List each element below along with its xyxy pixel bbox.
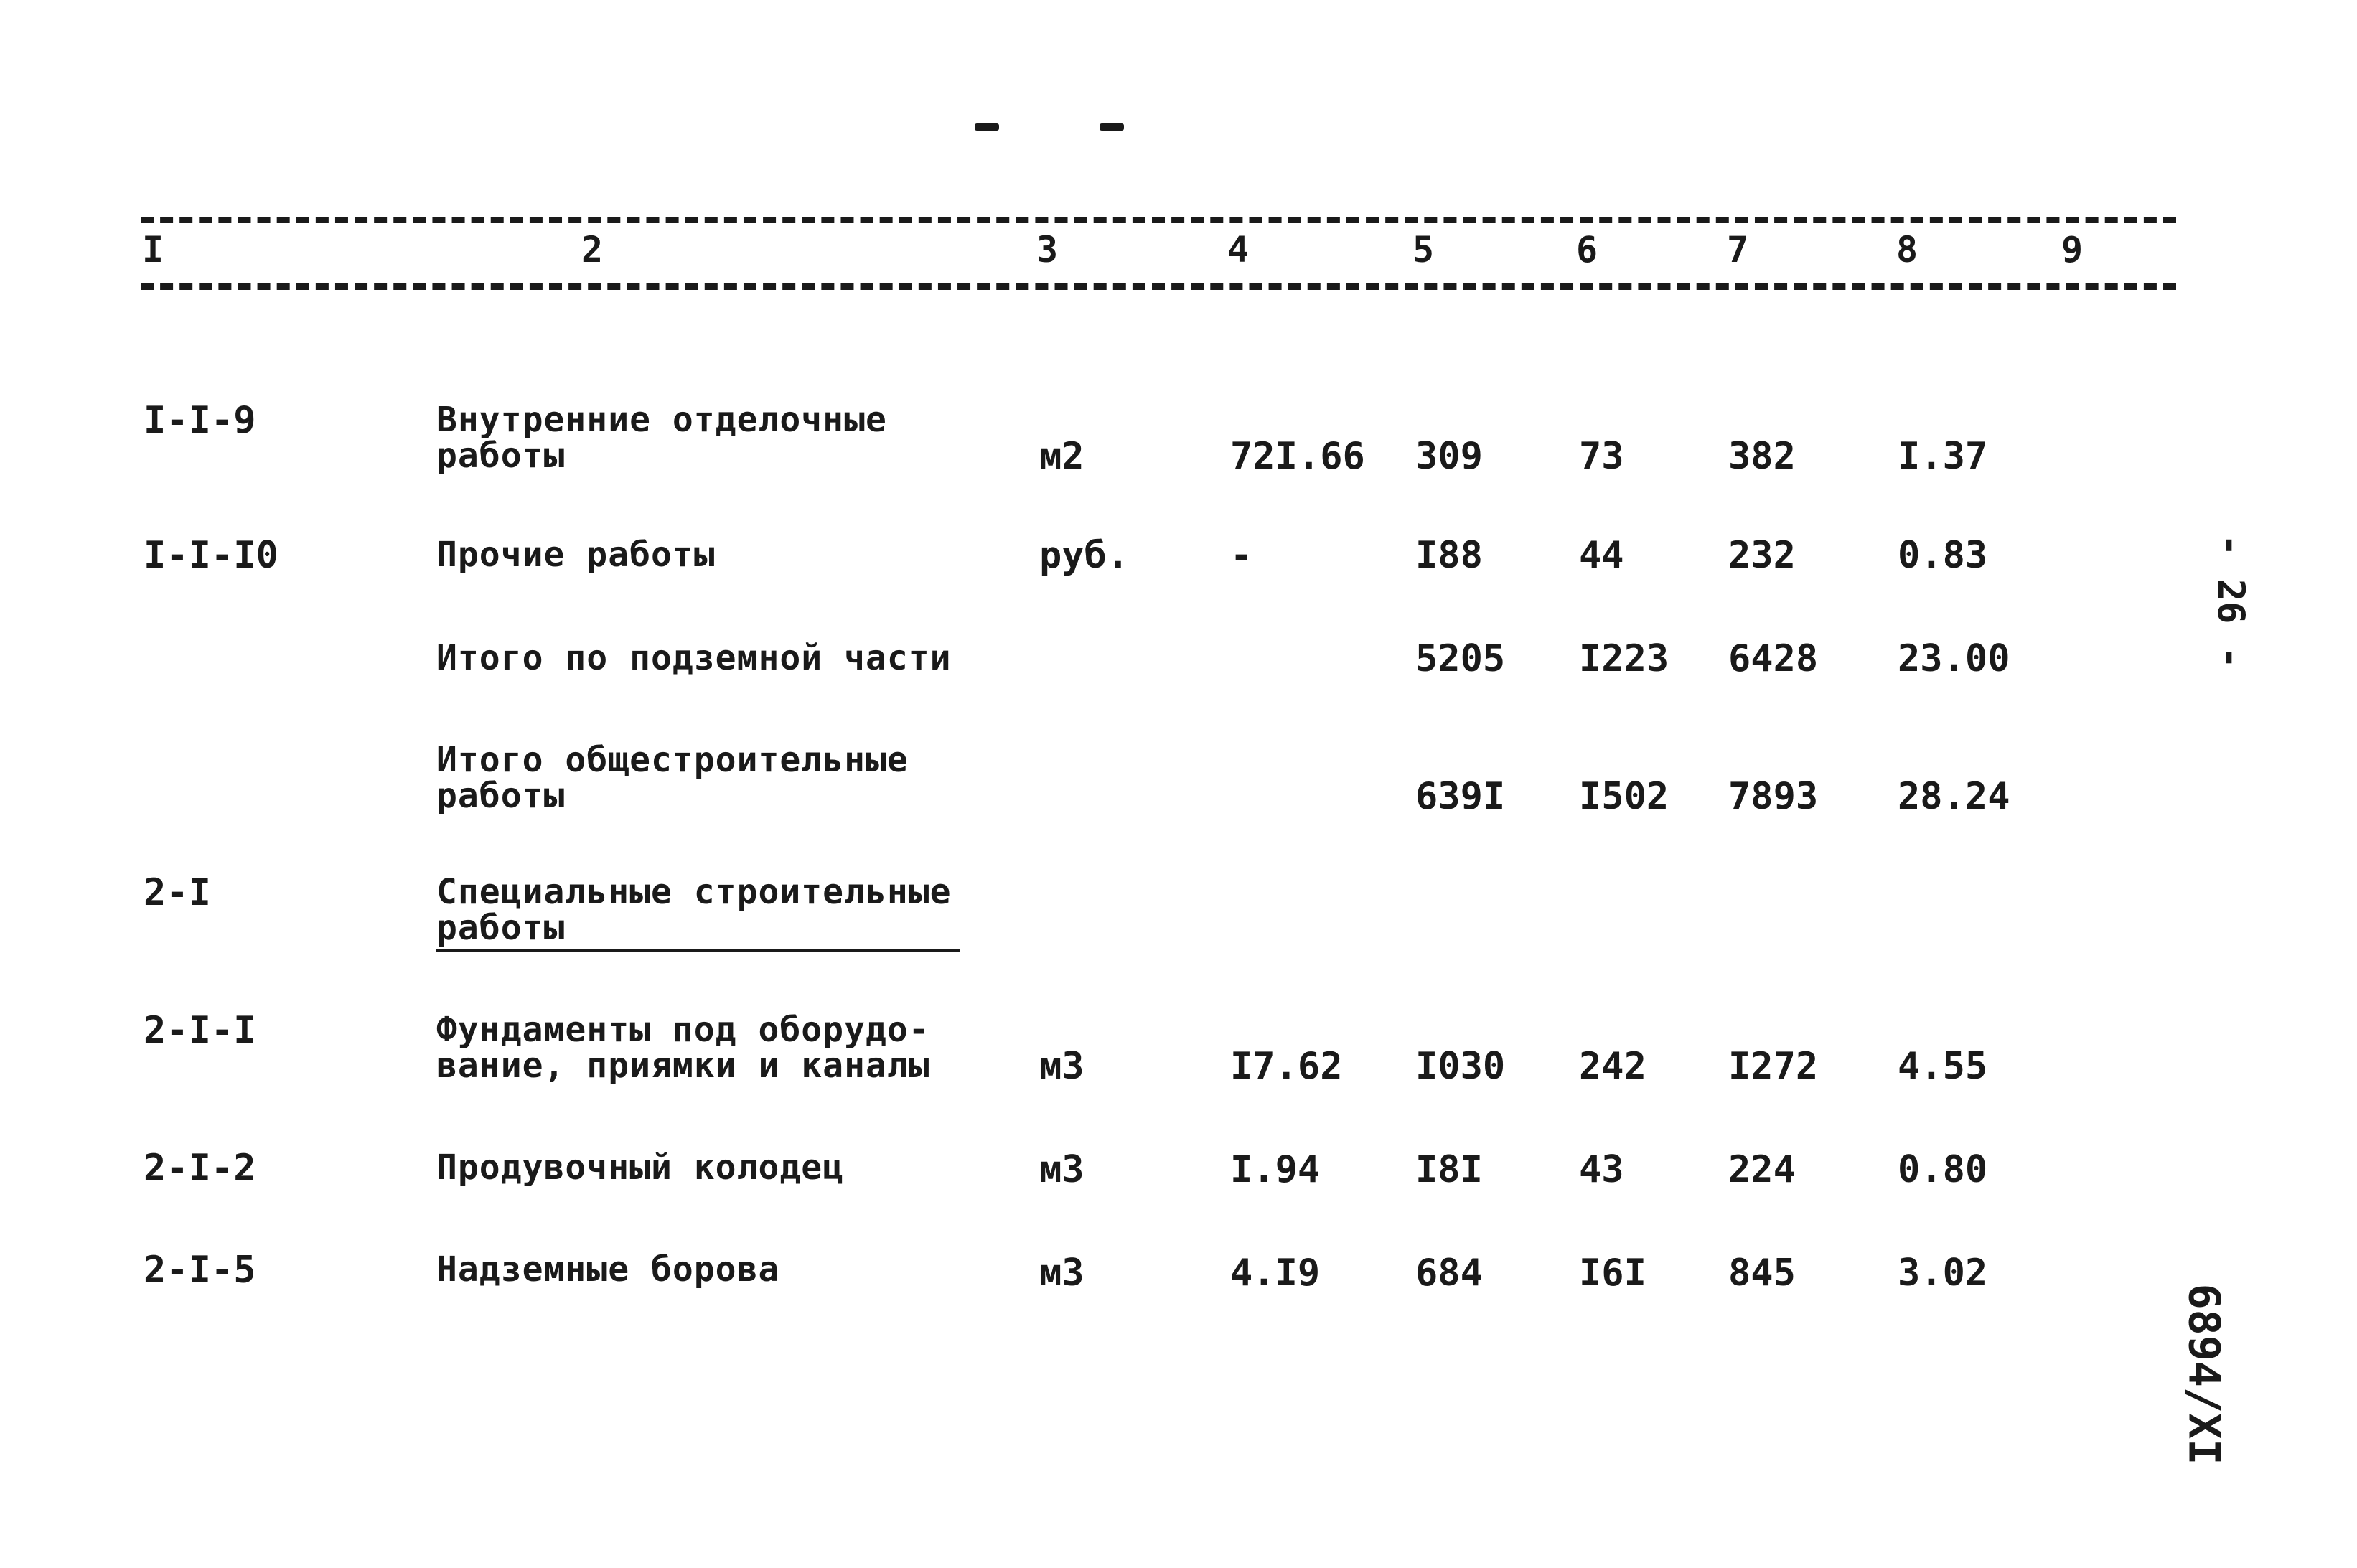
row-unit: м3 xyxy=(1039,1045,1084,1088)
row-col6: I502 xyxy=(1579,775,1669,818)
row-col6: 44 xyxy=(1579,534,1624,577)
col-header-2: 2 xyxy=(581,229,604,271)
col-header-4: 4 xyxy=(1227,229,1250,271)
row-description: Фундаменты под оборудо- вание, приямки и каналы xyxy=(436,1010,930,1086)
section-heading: Специальные строительные работы xyxy=(436,872,952,948)
col-header-9: 9 xyxy=(2061,229,2084,271)
row-quantity: 4.I9 xyxy=(1230,1252,1321,1295)
row-unit: м3 xyxy=(1039,1148,1084,1191)
row-quantity: - xyxy=(1230,534,1253,577)
document-code: 6894/XI xyxy=(2178,1283,2229,1465)
row-col8: 3.02 xyxy=(1898,1252,1988,1295)
row-col5: I030 xyxy=(1415,1045,1506,1088)
row-description: Прочие работы xyxy=(436,535,716,575)
row-col6: I223 xyxy=(1579,637,1669,680)
row-col5: I8I xyxy=(1415,1148,1483,1191)
row-description: Надземные борова xyxy=(436,1249,780,1290)
row-col6: I6I xyxy=(1579,1252,1646,1295)
page-number: - 26 - xyxy=(2208,534,2252,669)
row-col8: 4.55 xyxy=(1898,1045,1988,1088)
row-col5: 5205 xyxy=(1415,637,1506,680)
row-code: 2-I-2 xyxy=(144,1147,256,1190)
row-quantity: 72I.66 xyxy=(1230,435,1365,478)
row-description: Итого по подземной части xyxy=(436,638,952,678)
row-code: I-I-9 xyxy=(144,399,256,442)
row-unit: м2 xyxy=(1039,435,1084,478)
row-code: 2-I xyxy=(144,871,211,914)
col-header-7: 7 xyxy=(1727,229,1749,271)
row-description: Внутренние отделочные работы xyxy=(436,400,887,476)
top-dash-mark xyxy=(975,123,999,131)
row-col8: 0.83 xyxy=(1898,534,1988,577)
row-quantity: I.94 xyxy=(1230,1148,1321,1191)
row-col7: 224 xyxy=(1728,1148,1796,1191)
row-quantity: I7.62 xyxy=(1230,1045,1343,1088)
col-header-1: I xyxy=(142,229,164,271)
row-col5: 639I xyxy=(1415,775,1506,818)
row-col7: I272 xyxy=(1728,1045,1819,1088)
section-heading-underline xyxy=(436,949,960,952)
row-unit: м3 xyxy=(1039,1252,1084,1295)
row-col6: 43 xyxy=(1579,1148,1624,1191)
row-code: 2-I-5 xyxy=(144,1249,256,1292)
row-col6: 73 xyxy=(1579,435,1624,478)
row-col8: 0.80 xyxy=(1898,1148,1988,1191)
header-rule-top xyxy=(141,217,2176,223)
col-header-5: 5 xyxy=(1412,229,1435,271)
row-col8: 28.24 xyxy=(1898,775,2010,818)
row-description: Итого общестроительные работы xyxy=(436,740,909,816)
row-col5: I88 xyxy=(1415,534,1483,577)
row-col8: I.37 xyxy=(1898,435,1988,478)
row-col5: 684 xyxy=(1415,1252,1483,1295)
row-unit: руб. xyxy=(1039,534,1130,577)
row-code: I-I-I0 xyxy=(144,534,278,577)
row-col5: 309 xyxy=(1415,435,1483,478)
row-col7: 232 xyxy=(1728,534,1796,577)
row-description: Продувочный колодец xyxy=(436,1147,845,1188)
row-col8: 23.00 xyxy=(1898,637,2010,680)
col-header-6: 6 xyxy=(1576,229,1598,271)
row-col6: 242 xyxy=(1579,1045,1646,1088)
row-code: 2-I-I xyxy=(144,1009,256,1052)
header-rule-bottom xyxy=(141,283,2176,290)
row-col7: 7893 xyxy=(1728,775,1819,818)
col-header-3: 3 xyxy=(1036,229,1059,271)
row-col7: 845 xyxy=(1728,1252,1796,1295)
col-header-8: 8 xyxy=(1896,229,1918,271)
top-dash-mark xyxy=(1100,123,1124,131)
row-col7: 382 xyxy=(1728,435,1796,478)
row-col7: 6428 xyxy=(1728,637,1819,680)
